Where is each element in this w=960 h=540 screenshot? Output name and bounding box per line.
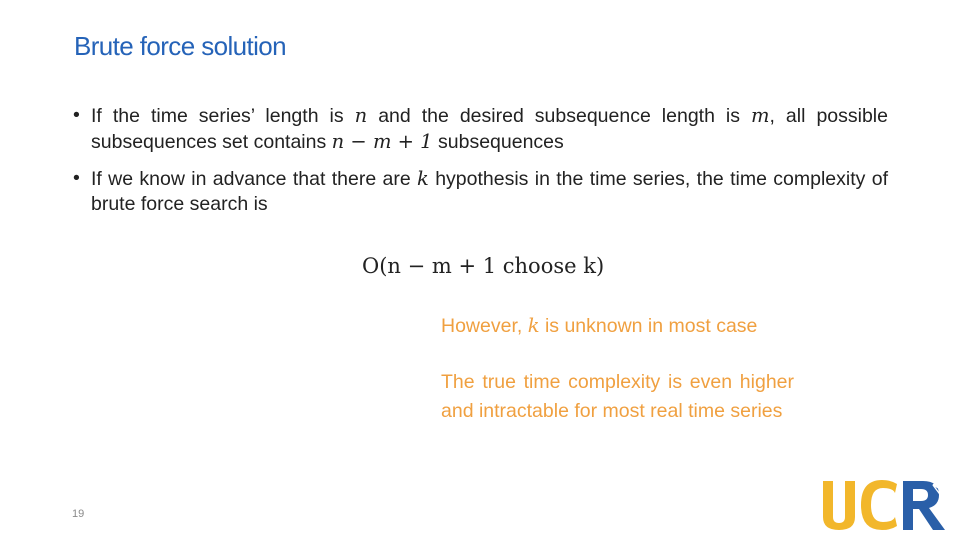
slide-title: Brute force solution: [74, 31, 287, 61]
math-variable-k: k: [527, 314, 540, 337]
note-text: However,: [441, 315, 528, 337]
note-text: is unknown in most case: [539, 315, 758, 337]
logo-letter-u: [823, 481, 855, 530]
bullet-text: If the time series’ length is: [91, 105, 355, 127]
math-variable-k: k: [417, 167, 429, 190]
bullet-text: If we know in advance that there are: [91, 168, 418, 190]
math-variable-n: n: [354, 104, 368, 127]
ucr-logo: [821, 479, 949, 531]
bullet-text: , all possible subsequences set contains: [91, 105, 888, 153]
bullet-text: hypothesis in the time series, the time complexity of brute force search is: [91, 168, 888, 215]
bullet-item: [73, 103, 888, 155]
bullet-item: [73, 166, 888, 217]
math-expression: n − m + 1: [331, 130, 433, 153]
note-intractable: The true time complexity is even higher and intractable for most real time series: [441, 371, 794, 422]
complexity-formula: O(n − m + 1 choose k): [362, 254, 605, 278]
bullet-text: subsequences: [432, 131, 564, 153]
note-unknown-k: [441, 311, 794, 341]
math-variable-m: m: [751, 104, 770, 127]
bullet-text: and the desired subsequence length is: [367, 105, 752, 127]
bullet-list: [73, 103, 888, 228]
logo-letter-c: [861, 480, 897, 530]
page-number: 19: [72, 508, 85, 520]
